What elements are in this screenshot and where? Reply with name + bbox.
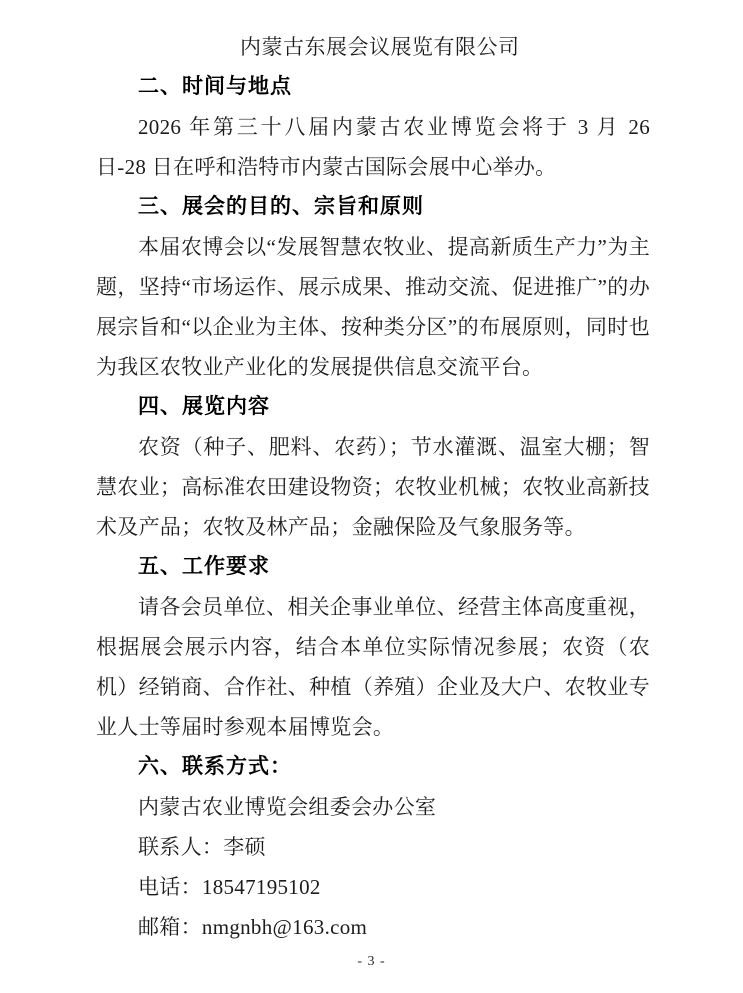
page-number: - 3 - xyxy=(357,954,386,969)
paragraph-work-requirements: 请各会员单位、相关企事业单位、经营主体高度重视，根据展会展示内容，结合本单位实际情况参展；农资（农机）经销商、合作社、种植（养殖）企业及大户、农牧业专业人士等届时参观本届博览会。 xyxy=(96,595,650,739)
section-heading-purpose-and-principles: 三、展会的目的、宗旨和原则 xyxy=(138,195,424,218)
contact-line-email: 邮箱：nmgnbh@163.com xyxy=(138,915,368,939)
document-body xyxy=(96,27,650,947)
paragraph-purpose-and-principles: 本届农博会以“发展智慧农牧业、提高新质生产力”为主题，坚持“市场运作、展示成果、推动交流、促进推广”的办展宗旨和“以企业为主体、按种类分区”的布展原则，同时也为我区农牧业产业化的发展提供信息交流平台。 xyxy=(96,235,650,379)
section-heading-work-requirements: 五、工作要求 xyxy=(138,555,270,578)
continuation-line-company-name: 内蒙古东展会议展览有限公司 xyxy=(240,35,520,59)
contact-line-person: 联系人：李硕 xyxy=(138,835,266,859)
section-heading-exhibition-content: 四、展览内容 xyxy=(138,395,270,418)
section-heading-contact-info: 六、联系方式： xyxy=(138,755,292,778)
paragraph-time-and-location: 2026 年第三十八届内蒙古农业博览会将于 3 月 26 日-28 日在呼和浩特市内蒙古国际会展中心举办。 xyxy=(96,115,650,179)
contact-line-office: 内蒙古农业博览会组委会办公室 xyxy=(138,795,437,819)
section-heading-time-and-location: 二、时间与地点 xyxy=(138,75,292,98)
paragraph-exhibition-content: 农资（种子、肥料、农药）；节水灌溉、温室大棚；智慧农业；高标准农田建设物资；农牧业机械；农牧业高新技术及产品；农牧及林产品；金融保险及气象服务等。 xyxy=(96,435,650,539)
contact-line-phone: 电话：18547195102 xyxy=(138,875,321,899)
